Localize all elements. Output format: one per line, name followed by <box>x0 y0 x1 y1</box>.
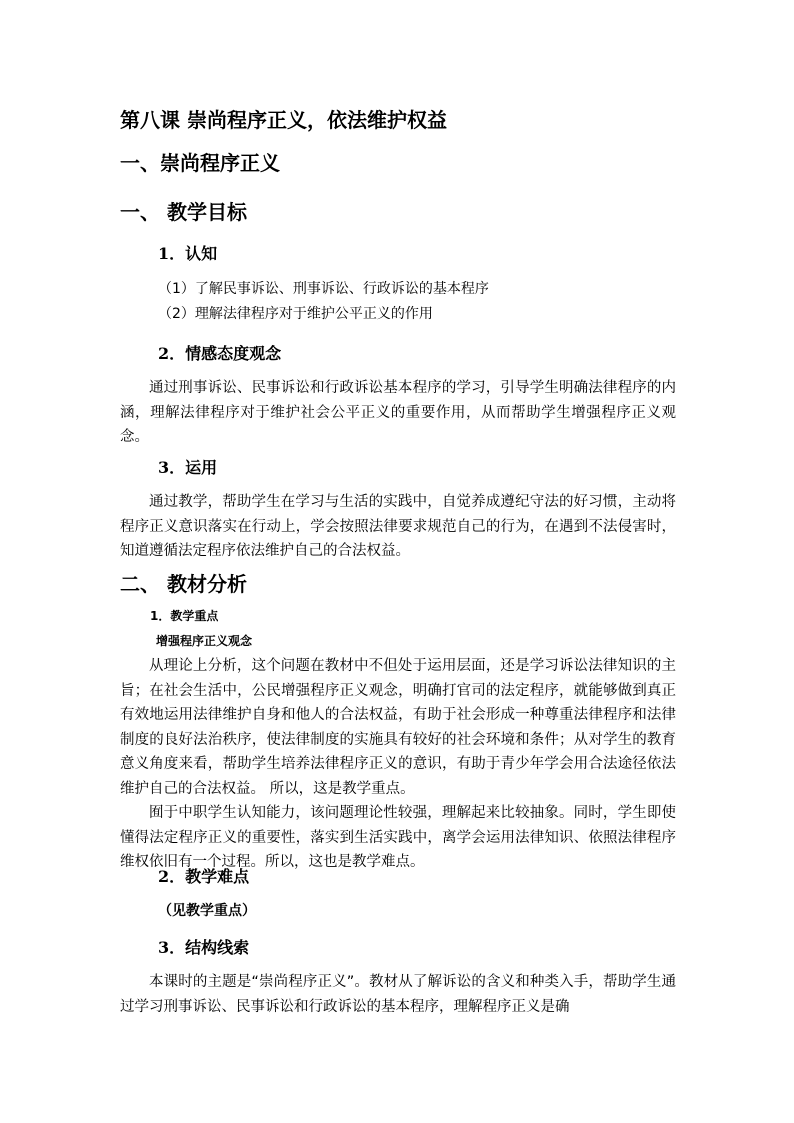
difficulty-note: （见教学重点） <box>158 903 256 919</box>
lesson-title: 第八课 崇尚程序正义，依法维护权益 <box>120 108 447 132</box>
structure-heading: 3．结构线索 <box>158 938 250 957</box>
focus-analysis-paragraph: 从理论上分析，这个问题在教材中不但处于运用层面，还是学习诉讼法律知识的主旨；在社会生活中，公民增强程序正义观念，明确打官司的法定程序，就能够做到真正有效地运用法律维护自身和他人的合法权益，有助于社会形成一种尊重法律程序和法律制度的良好法治秩序，使法律制度的实施具有较好的社会环境和条件；从对学生的教育意义角度来看，帮助学生培养法律程序正义的意识，有助于青少年学会用合法途径依法维护自己的合法权益。 所以，这是教学重点。 <box>120 658 676 797</box>
application-paragraph: 通过教学，帮助学生在学习与生活的实践中，自觉养成遵纪守法的好习惯，主动将程序正义意识落实在行动上，学会按照法律要求规范自己的行为，在遇到不法侵害时，知道遵循法定程序依法维护自己的合法权益。 <box>120 494 676 559</box>
emotion-paragraph: 通过刑事诉讼、民事诉讼和行政诉讼基本程序的学习，引导学生明确法律程序的内涵，理解法律程序对于维护社会公平正义的重要作用，从而帮助学生增强程序正义观念。 <box>120 380 676 445</box>
teaching-focus-point: 增强程序正义观念 <box>156 634 253 648</box>
material-analysis-heading: 二、 教材分析 <box>120 572 247 596</box>
structure-paragraph: 本课时的主题是“崇尚程序正义”。教材从了解诉讼的含义和种类入手，帮助学生通过学习刑事诉讼、民事诉讼和行政诉讼的基本程序，理解程序正义是确 <box>120 974 676 1015</box>
emotion-heading: 2．情感态度观念 <box>158 344 282 363</box>
teaching-focus-label: 1．教学重点 <box>150 609 219 623</box>
goal-item-1: （1）了解民事诉讼、刑事诉讼、行政诉讼的基本程序 <box>158 281 489 297</box>
difficulty-analysis-paragraph: 囿于中职学生认知能力，该问题理论性较强，理解起来比较抽象。同时，学生即使懂得法定程序正义的重要性，落实到生活实践中，离学会运用法律知识、依照法律程序维权依旧有一个过程。所以，这也是教学难点。 <box>120 805 676 870</box>
teaching-goals-heading: 一、 教学目标 <box>120 200 247 224</box>
section-title: 一、崇尚程序正义 <box>120 151 280 175</box>
teaching-difficulty-heading: 2．教学难点 <box>158 867 250 886</box>
application-heading: 3．运用 <box>158 458 218 477</box>
cognition-heading: 1．认知 <box>158 244 218 263</box>
goal-item-2: （2）理解法律程序对于维护公平正义的作用 <box>158 306 433 322</box>
